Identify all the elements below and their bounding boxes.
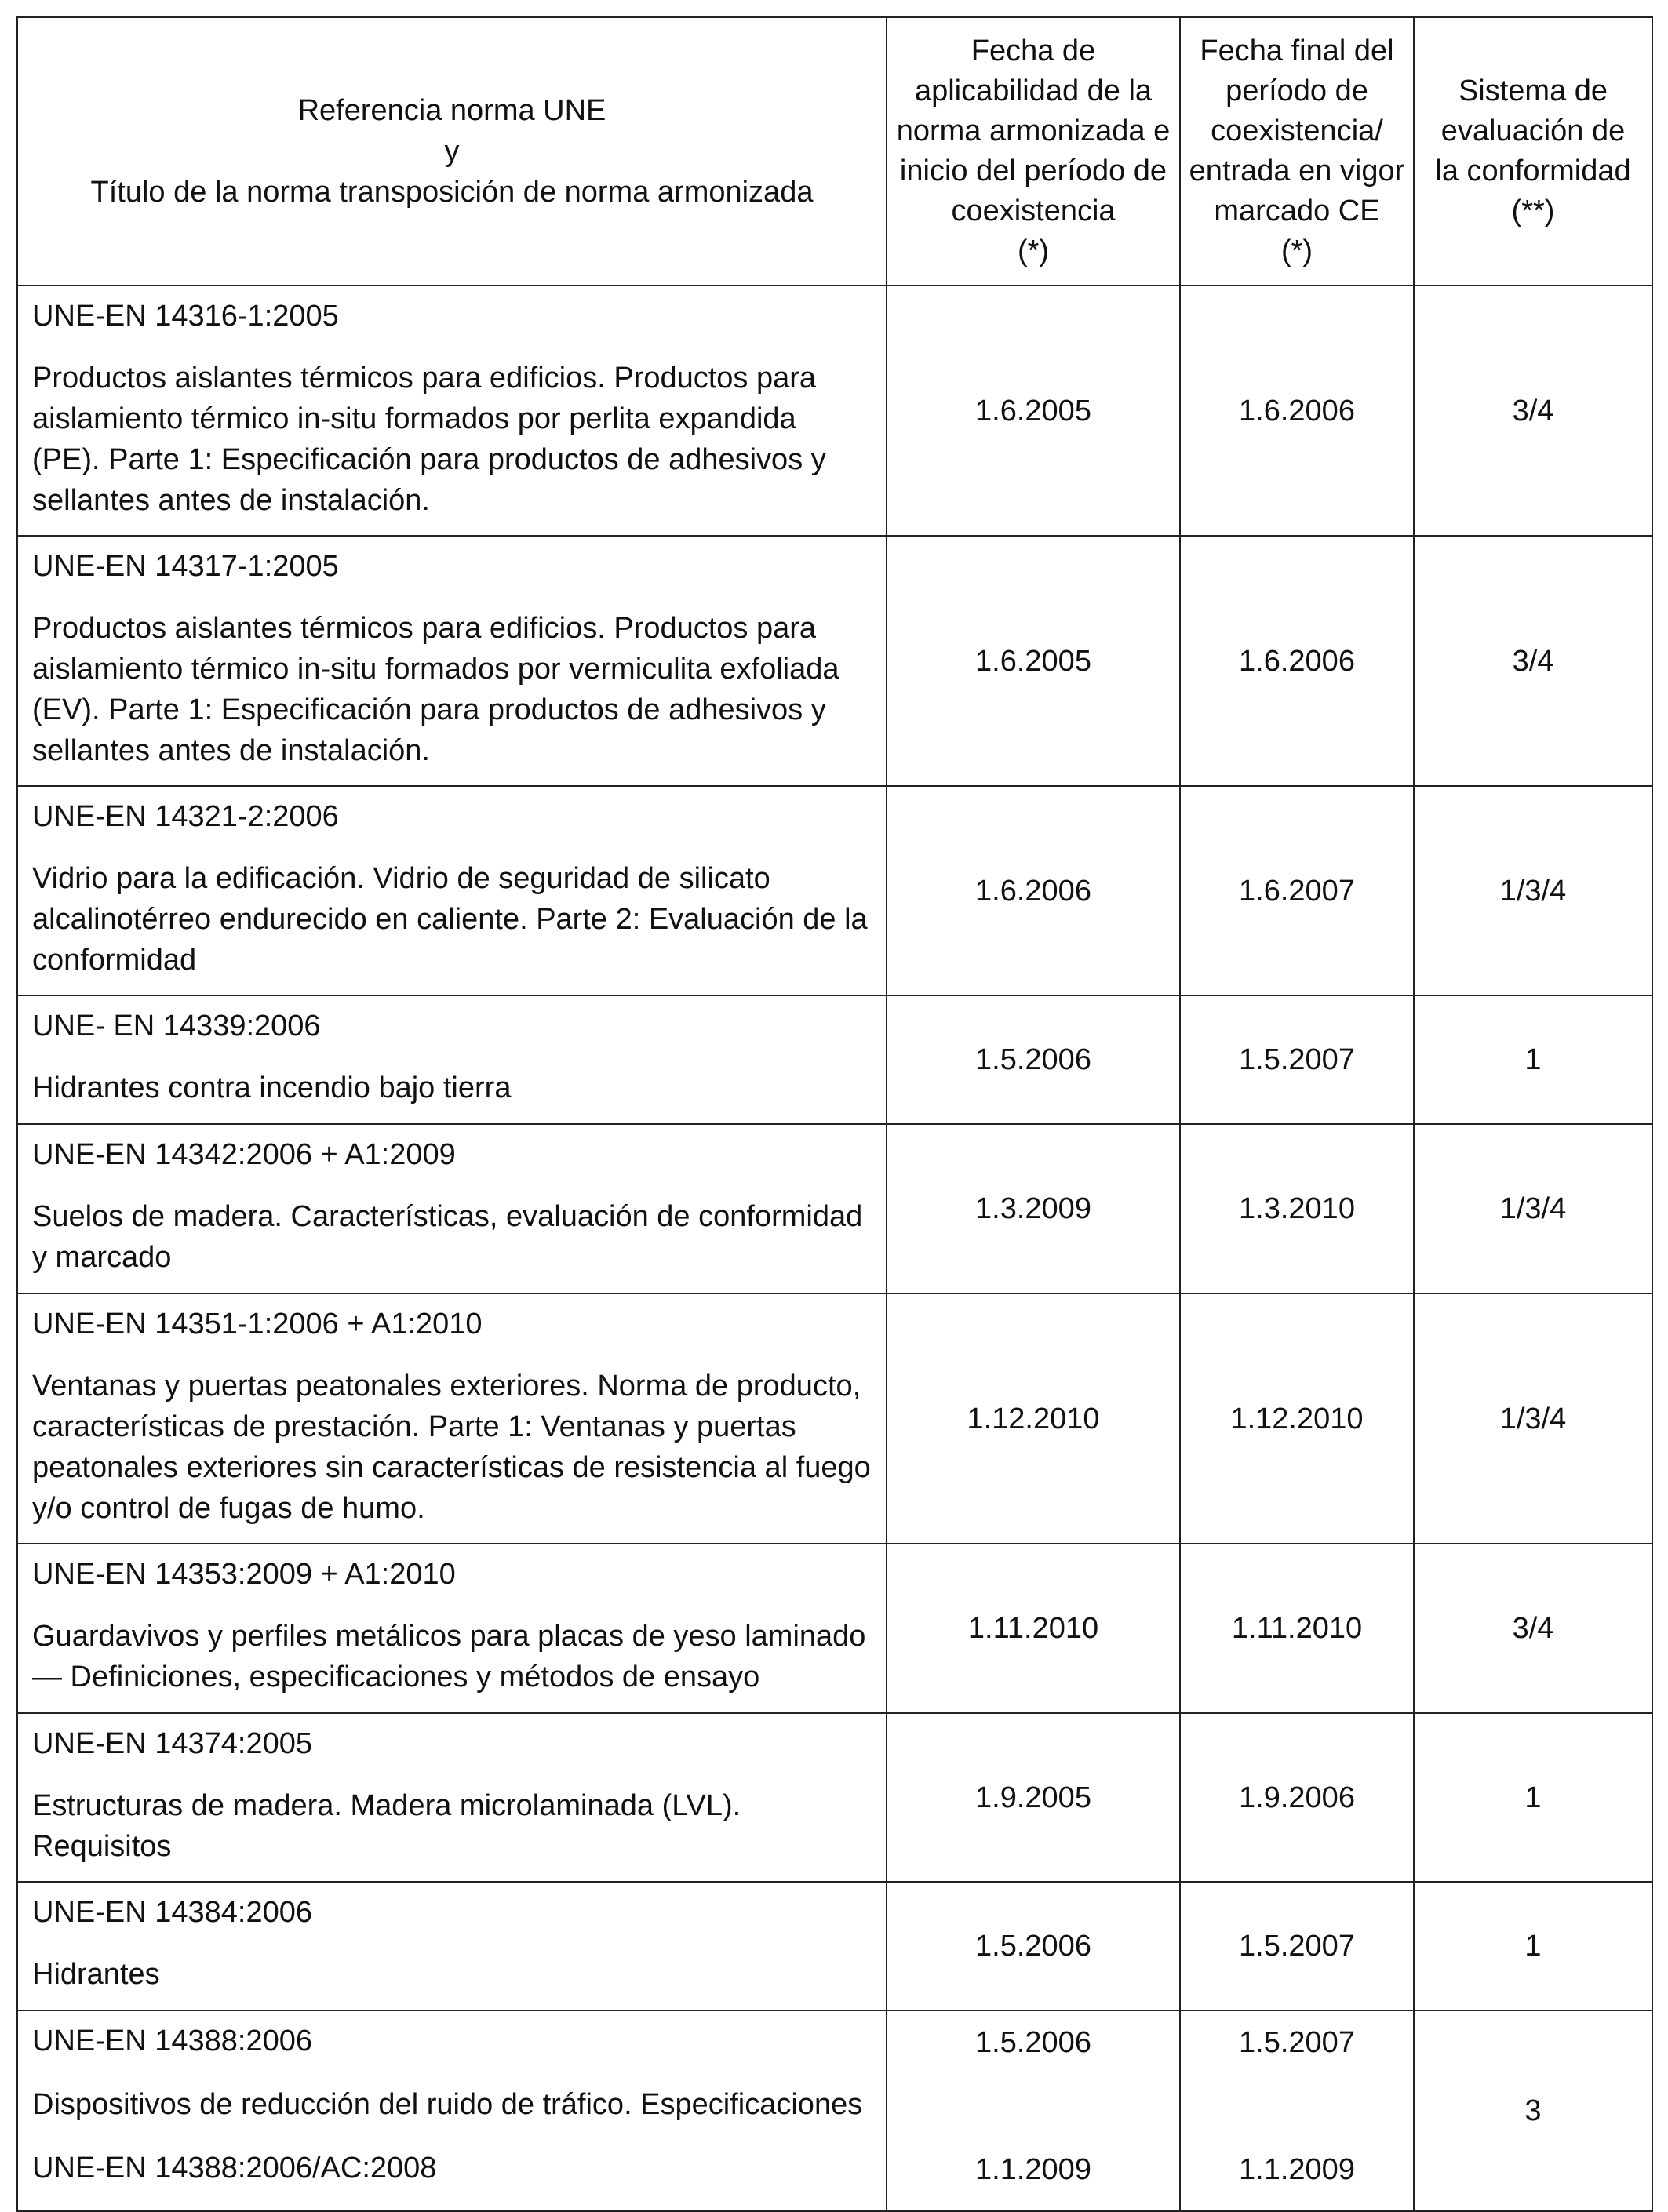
header-date-start-line: coexistencia (951, 195, 1116, 227)
date-start-cell (887, 2010, 1180, 2211)
standard-code: UNE-EN 14353:2009 + A1:2010 (32, 1558, 456, 1591)
reference-cell (17, 786, 887, 995)
header-system-line: la conformidad (1435, 155, 1631, 187)
reference-cell (17, 2010, 887, 2211)
date-end-cell: 1.6.2006 (1180, 286, 1414, 536)
standard-title: Hidrantes (32, 1958, 160, 1991)
reference-cell (17, 1713, 887, 1882)
system-cell: 1 (1414, 1882, 1652, 2010)
date-start-cell: 1.9.2005 (887, 1713, 1180, 1882)
header-reference-line: Título de la norma transposición de norma armonizada (90, 176, 814, 209)
standard-title: Estructuras de madera. Madera microlaminada (LVL). Requisitos (32, 1789, 741, 1863)
corrigendum-date-start-value: 1.1.2009 (975, 2153, 1091, 2186)
date-end-stack (1181, 2011, 1413, 2210)
system-cell: 1/3/4 (1414, 1124, 1652, 1293)
date-start-stack (887, 2011, 1179, 2210)
standard-title: Hidrantes contra incendio bajo tierra (32, 1071, 512, 1104)
date-start-cell: 1.12.2010 (887, 1293, 1180, 1544)
header-date-end-line: coexistencia/ (1211, 115, 1383, 147)
header-system-line: evaluación de (1440, 115, 1626, 147)
header-system-line: Sistema de (1458, 75, 1608, 107)
header-reference (17, 17, 887, 286)
standard-code: UNE-EN 14321-2:2006 (32, 800, 339, 833)
standard-title: Productos aislantes térmicos para edificios. Productos para aislamiento térmico in-situ formados por vermiculita exfoliada (EV). Parte 1: Especificación para productos de adhesivos y sellantes antes de instalación. (32, 612, 839, 767)
table-row (17, 786, 1652, 995)
date-end-cell: 1.9.2006 (1180, 1713, 1414, 1882)
date-end-cell: 1.3.2010 (1180, 1124, 1414, 1293)
header-system (1414, 17, 1652, 286)
reference-cell (17, 1882, 887, 2010)
standard-title: Vidrio para la edificación. Vidrio de seguridad de silicato alcalinotérreo endurecido en caliente. Parte 2: Evaluación de la conformidad (32, 862, 868, 977)
header-reference-line: Referencia norma UNE (297, 94, 606, 127)
system-cell: 1 (1414, 1713, 1652, 1882)
corrigendum-code: UNE-EN 14388:2006/AC:2008 (32, 2152, 437, 2185)
table-row (17, 1124, 1652, 1293)
table-row (17, 1544, 1652, 1713)
table-header-row (17, 17, 1652, 286)
header-date-end-line: período de (1226, 75, 1368, 107)
standard-code: UNE- EN 14339:2006 (32, 1010, 321, 1042)
reference-cell (17, 286, 887, 536)
reference-cell (17, 1293, 887, 1544)
table-row (17, 1882, 1652, 2010)
date-start-cell: 1.6.2005 (887, 536, 1180, 786)
standard-code: UNE-EN 14384:2006 (32, 1896, 312, 1929)
corrigendum-date-end-value: 1.1.2009 (1239, 2153, 1355, 2186)
date-start-cell: 1.3.2009 (887, 1124, 1180, 1293)
header-date-end-line: entrada en vigor (1189, 155, 1405, 187)
system-cell: 1 (1414, 995, 1652, 1124)
date-end-cell: 1.6.2007 (1180, 786, 1414, 995)
header-date-end-line: Fecha final del (1200, 35, 1394, 67)
date-start-cell: 1.5.2006 (887, 1882, 1180, 2010)
table-row (17, 1293, 1652, 1544)
standard-title: Dispositivos de reducción del ruido de tráfico. Especificaciones (32, 2088, 863, 2121)
standard-title: Suelos de madera. Características, evaluación de conformidad y marcado (32, 1200, 863, 1274)
standards-table (16, 16, 1653, 2212)
reference-cell (17, 1124, 887, 1293)
table-row (17, 286, 1652, 536)
date-start-cell: 1.5.2006 (887, 995, 1180, 1124)
standard-title: Guardavivos y perfiles metálicos para placas de yeso laminado — Definiciones, especificaciones y métodos de ensayo (32, 1620, 866, 1694)
date-end-value: 1.5.2007 (1239, 2026, 1355, 2059)
standard-code: UNE-EN 14317-1:2005 (32, 550, 339, 583)
header-date-end (1180, 17, 1414, 286)
standard-title: Ventanas y puertas peatonales exteriores. Norma de producto, características de prestación. Parte 1: Ventanas y puertas peatonales exteriores sin características de resistencia al fuego y/o control de fugas de humo. (32, 1370, 871, 1525)
date-start-value: 1.5.2006 (975, 2026, 1091, 2059)
date-end-cell: 1.11.2010 (1180, 1544, 1414, 1713)
date-end-cell: 1.12.2010 (1180, 1293, 1414, 1544)
standard-code: UNE-EN 14342:2006 + A1:2009 (32, 1138, 456, 1171)
table-row (17, 536, 1652, 786)
standard-code: UNE-EN 14374:2005 (32, 1727, 312, 1760)
reference-cell (17, 536, 887, 786)
date-end-cell: 1.6.2006 (1180, 536, 1414, 786)
header-date-start (887, 17, 1180, 286)
standard-code: UNE-EN 14316-1:2005 (32, 300, 339, 333)
standard-code: UNE-EN 14388:2006 (32, 2025, 312, 2057)
header-reference-line: y (444, 135, 460, 168)
date-end-cell: 1.5.2007 (1180, 1882, 1414, 2010)
date-start-cell: 1.6.2005 (887, 286, 1180, 536)
header-date-end-line: (*) (1280, 235, 1313, 267)
system-cell: 1/3/4 (1414, 786, 1652, 995)
reference-cell (17, 1544, 887, 1713)
header-date-start-line: norma armonizada e (896, 115, 1171, 147)
date-end-cell (1180, 2010, 1414, 2211)
reference-cell (17, 995, 887, 1124)
header-date-start-line: aplicabilidad de la (914, 75, 1153, 107)
system-cell: 3 (1414, 2010, 1652, 2211)
date-start-cell: 1.11.2010 (887, 1544, 1180, 1713)
table-row (17, 2010, 1652, 2211)
table-row (17, 995, 1652, 1124)
header-date-start-line: inicio del período de (899, 155, 1167, 187)
header-system-line: (**) (1511, 195, 1555, 227)
system-cell: 3/4 (1414, 1544, 1652, 1713)
standard-title: Productos aislantes térmicos para edificios. Productos para aislamiento térmico in-situ formados por perlita expandida (PE). Parte 1: Especificación para productos de adhesivos y sellantes antes de instalación. (32, 362, 826, 517)
system-cell: 1/3/4 (1414, 1293, 1652, 1544)
header-date-start-line: (*) (1017, 235, 1050, 267)
date-end-cell: 1.5.2007 (1180, 995, 1414, 1124)
system-cell: 3/4 (1414, 536, 1652, 786)
standard-code: UNE-EN 14351-1:2006 + A1:2010 (32, 1308, 483, 1341)
header-date-end-line: marcado CE (1214, 195, 1380, 227)
table-row (17, 1713, 1652, 1882)
header-date-start-line: Fecha de (971, 35, 1096, 67)
system-cell: 3/4 (1414, 286, 1652, 536)
date-start-cell: 1.6.2006 (887, 786, 1180, 995)
